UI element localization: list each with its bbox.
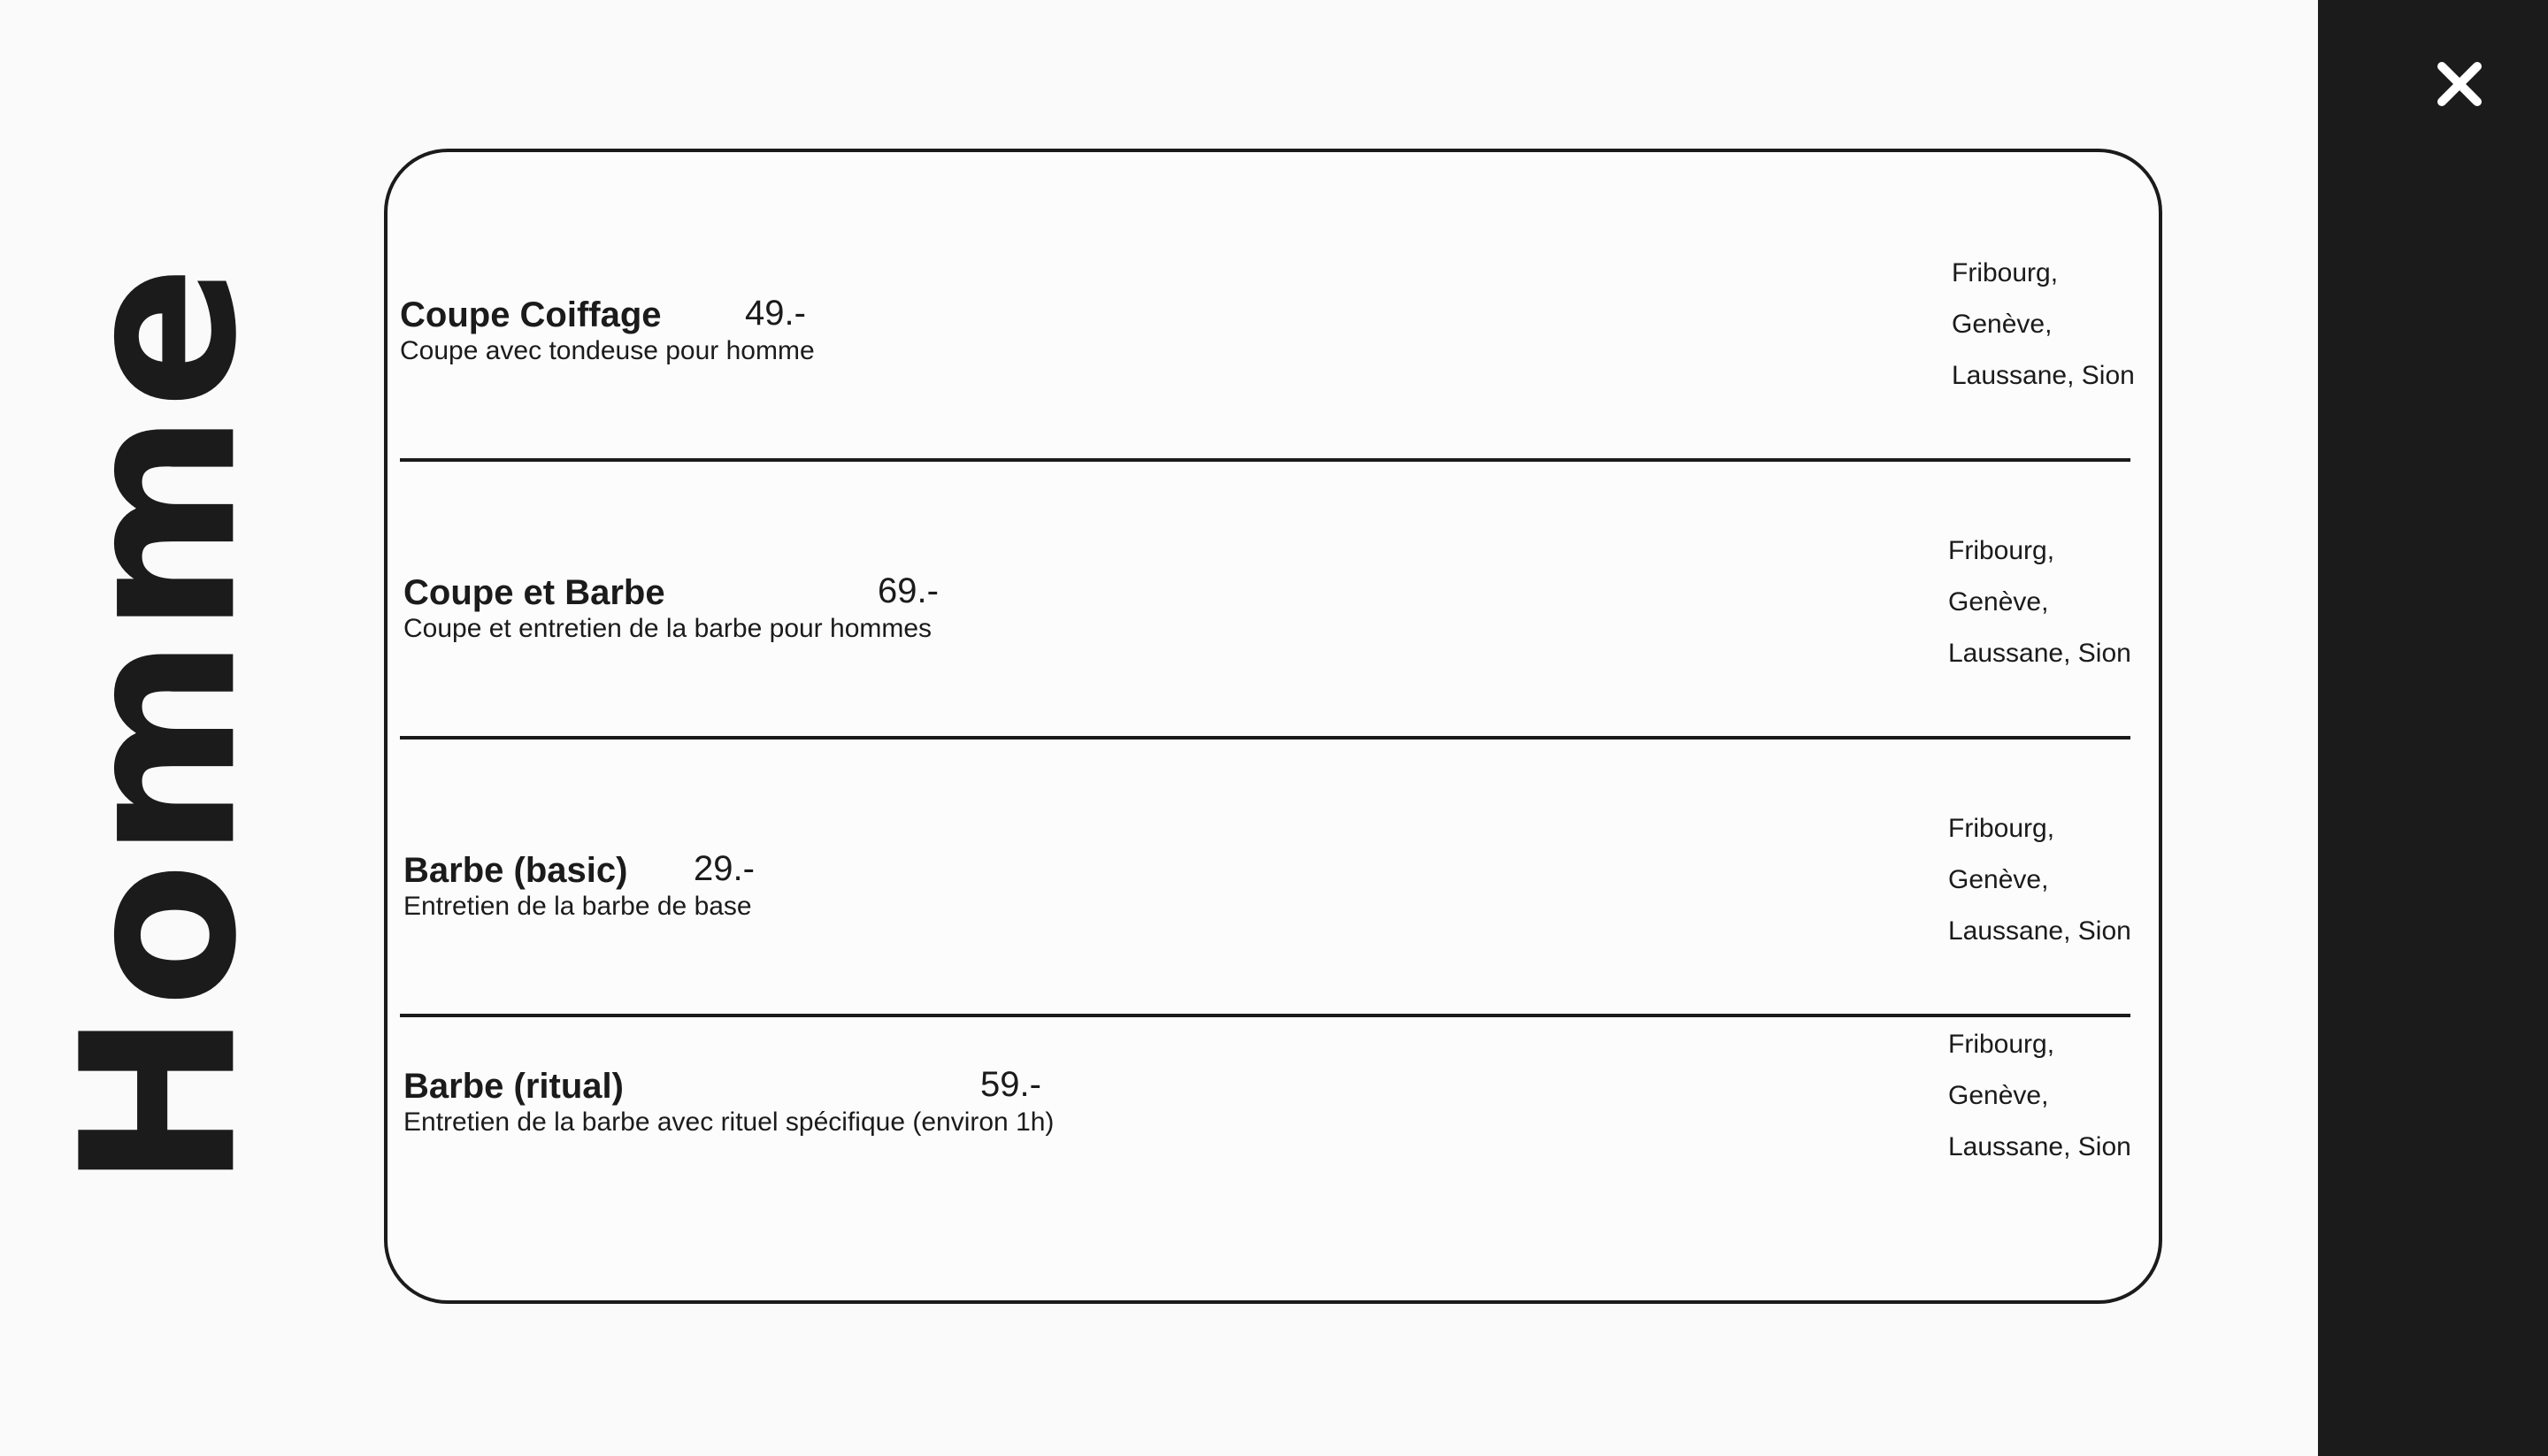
service-price: 49.- bbox=[745, 294, 806, 333]
city-entry: Genève, bbox=[1948, 1081, 2049, 1110]
service-name: Coupe Coiffage bbox=[400, 295, 662, 334]
category-title bbox=[35, 115, 284, 1336]
services-card bbox=[384, 149, 2162, 1304]
service-price: 69.- bbox=[878, 571, 939, 610]
city-entry: Genève, bbox=[1948, 865, 2049, 894]
city-entry: Laussane, Sion bbox=[1948, 639, 2131, 668]
city-entry: Fribourg, bbox=[1948, 814, 2055, 843]
city-entry: Laussane, Sion bbox=[1948, 1132, 2131, 1161]
close-button[interactable] bbox=[2424, 49, 2495, 119]
service-description: Entretien de la barbe avec rituel spécifique (environ 1h) bbox=[403, 1107, 1055, 1137]
service-description: Coupe avec tondeuse pour homme bbox=[400, 336, 815, 365]
service-name: Barbe (ritual) bbox=[403, 1067, 624, 1106]
city-entry: Genève, bbox=[1952, 310, 2053, 339]
service-price: 29.- bbox=[694, 849, 755, 888]
category-title-text: Homme bbox=[35, 261, 284, 1190]
city-entry: Laussane, Sion bbox=[1948, 916, 2131, 946]
service-name: Coupe et Barbe bbox=[403, 573, 665, 612]
service-description: Entretien de la barbe de base bbox=[403, 892, 752, 921]
close-icon bbox=[2435, 59, 2484, 109]
service-name: Barbe (basic) bbox=[403, 851, 628, 890]
modal-sidebar bbox=[2318, 0, 2548, 1456]
city-entry: Fribourg, bbox=[1948, 1030, 2055, 1059]
city-entry: Fribourg, bbox=[1952, 258, 2059, 287]
city-entry: Fribourg, bbox=[1948, 536, 2055, 565]
service-description: Coupe et entretien de la barbe pour hommes bbox=[403, 614, 932, 643]
city-entry: Laussane, Sion bbox=[1952, 361, 2135, 390]
city-entry: Genève, bbox=[1948, 587, 2049, 617]
service-price: 59.- bbox=[980, 1065, 1041, 1104]
